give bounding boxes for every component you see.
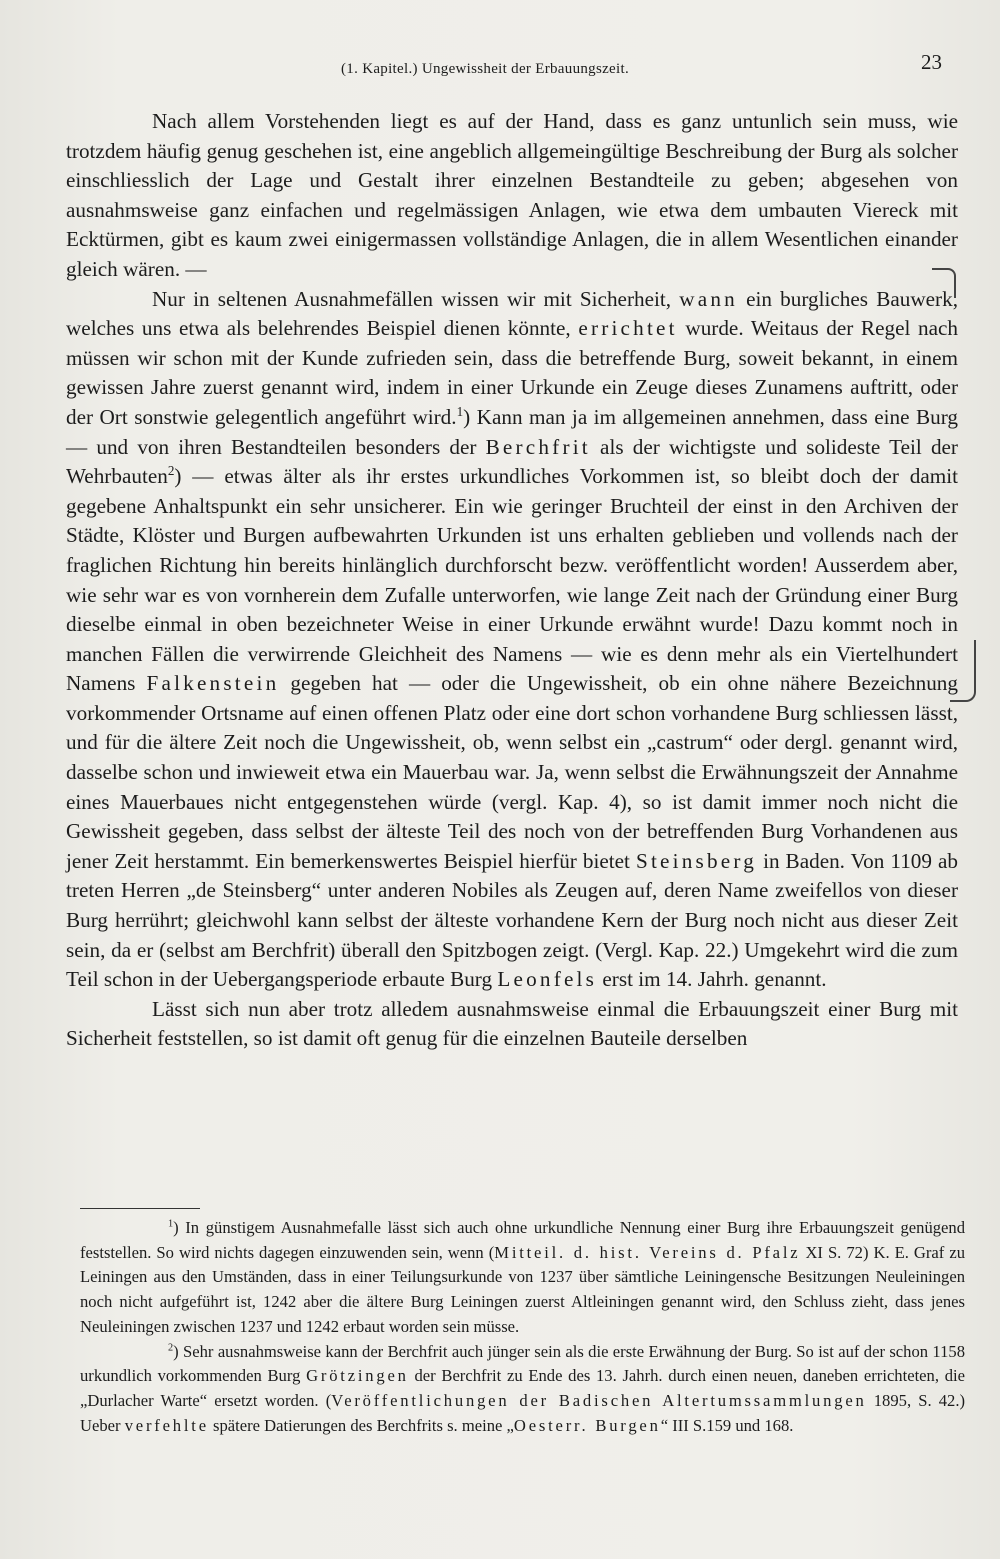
footnotes	[80, 1216, 965, 1438]
text-run: gegeben hat — oder die Ungewissheit, ob ein ohne nähere Bezeichnung vorkommender Ortsname auf einen offenen Platz oder eine dort schon vorhandene Burg schliessen lässt, und für die ältere Zeit noch die Ungewissheit, ob, wenn selbst ein „castrum“ oder dergl. genannt wird, dasselbe schon und inwieweit etwa ein Mauerbau war. Ja, wenn selbst die Erwähnungszeit der Annahme eines Mauerbaues nicht entgegenstehen würde (vergl. Kap. 4), so ist damit immer noch nicht die Gewissheit gegeben, dass selbst der älteste Teil des noch von der betreffenden Burg Vorhandenen aus jener Zeit herstammt. Ein bemerkenswertes Beispiel hierfür bietet	[66, 671, 958, 873]
footnote-divider	[80, 1208, 200, 1209]
text-run: ) In günstigem Ausnahmefalle lässt sich auch ohne urkundliche Nennung einer Burg ihre Erbauungszeit genügend feststellen. So wird nichts dagegen einzuwenden sein, wenn (	[80, 1218, 965, 1262]
emphasis-errichtet: errichtet	[578, 316, 678, 341]
text-run: Nur in seltenen Ausnahmefällen wissen wir mit Sicherheit,	[152, 286, 672, 311]
text-run: der Berchfrit zu Ende des 13. Jahrh. durch einen neuen, daneben errichteten, die „Durlacher Warte“ ersetzt worden. (	[80, 1366, 965, 1410]
body-text	[66, 107, 958, 1054]
emphasis-groetzingen: Grötzingen	[306, 1366, 409, 1386]
emphasis-falkenstein: Falkenstein	[146, 671, 280, 696]
paragraph-2	[66, 285, 958, 995]
text-run: ) Sehr ausnahmsweise kann der Berchfrit auch jünger sein als die erste Erwähnung der Burg. So ist auf der schon 1158 urkundlich vorkommenden Burg	[80, 1341, 965, 1386]
footnote-1	[80, 1216, 965, 1340]
emphasis-verfehlte: verfehlte	[124, 1415, 209, 1435]
text-run: ) — etwas älter als ihr erstes urkundliches Vorkommen ist, so bleibt doch der damit gegebene Anhaltspunkt ein sehr unsicherer. Ein wie geringer Bruchteil der einst in den Archiven der Städte, Klöster und Burgen aufbewahrten Urkunden ist uns erhalten geblieben und vollends nach der fraglichen Richtung hin bereits hinlänglich durchforscht bezw. veröffentlicht worden! Ausserdem aber, wie sehr war es von vornherein dem Zufalle unterworfen, wie lange Zeit nach der Gründung einer Burg dieselbe einmal in oben bezeichneter Weise in einer Urkunde erwähnt wurde! Dazu kommt noch in manchen Fällen die verwirrende Gleichheit des Namens — wie es denn mehr als ein Viertelhundert Namens	[66, 464, 958, 696]
emphasis-mitteil: Mitteil. d. hist. Vereins d. Pfalz	[494, 1242, 801, 1262]
footnote-number-2: 2	[168, 1341, 174, 1353]
text-run: in Baden. Von 1109 ab treten Herren „de Steinsberg“ unter anderen Nobiles als Zeugen auf, deren Name zweifellos von dieser Burg herrührt; gleichwohl kann selbst der älteste vorhandene Kern der Burg noch nicht aus dieser Zeit sein, da er (selbst am Berchfrit) überall den Spitzbogen zeigt. (Vergl. Kap. 22.) Umgekehrt wird die zum Teil schon in der Uebergangsperiode erbaute Burg	[66, 848, 958, 992]
footnote-ref-2: 2	[167, 463, 175, 479]
footnote-ref-1: 1	[456, 403, 464, 419]
text-run: 1895, S. 42.) Ueber	[80, 1390, 965, 1435]
running-head	[0, 50, 1000, 82]
text-run: ein burgliches Bauwerk, welches uns etwa als belehrendes Beispiel dienen könnte,	[66, 286, 958, 341]
emphasis-veroeffentlichungen: Veröffentlichungen der Badischen Altertumssammlungen	[331, 1390, 867, 1410]
text-run: XI S. 72) K. E. Graf zu Leiningen aus den Umständen, dass in einer Teilungsurkunde von 1237 über sämtliche Leiningensche Besitzungen Neuleiningen noch nicht aufgeführt ist, 1242 aber die ältere Burg Leiningen zuerst Altleiningen genannt wird, den Schluss zieht, dass jenes Neuleiningen zwischen 1237 und 1242 erbaut worden sein müsse.	[80, 1242, 965, 1336]
pencil-mark-bottom	[950, 640, 976, 702]
text-run: als der wichtigste und solideste Teil der Wehrbauten	[66, 434, 958, 489]
text-run: ) Kann man ja im allgemeinen annehmen, dass eine Burg — und von ihren Bestandteilen besonders der	[66, 404, 958, 459]
chapter-heading: (1. Kapitel.) Ungewissheit der Erbauungszeit.	[341, 61, 630, 77]
emphasis-oesterr-burgen: Oesterr. Burgen	[513, 1415, 661, 1435]
emphasis-steinsberg: Steinsberg	[635, 848, 758, 873]
footnote-2	[80, 1340, 965, 1439]
paragraph-1: Nach allem Vorstehenden liegt es auf der Hand, dass es ganz untunlich sein muss, wie trotzdem häufig genug geschehen ist, eine angeblich allgemeingültige Beschreibung der Burg als solcher einschliesslich der Lage und Gestalt ihrer einzelnen Bestandteile zu geben; abgesehen von ausnahmsweise ganz einfachen und regelmässigen Anlagen, wie etwa dem umbauten Viereck mit Ecktürmen, gibt es kaum zwei einigermassen vollständige Anlagen, die in allem Wesentlichen einander gleich wären. —	[66, 109, 958, 281]
page-number: 23	[921, 50, 942, 74]
text-run: spätere Datierungen des Berchfrits s. meine „	[213, 1415, 514, 1435]
text-run: wurde. Weitaus der Regel nach müssen wir schon mit der Kunde zufrieden sein, dass die betreffende Burg, soweit bekannt, in einem gewissen Jahre zuerst genannt wird, indem in einer Urkunde ein Zeuge dieses Zunamens auftritt, oder der Ort sonstwie gelegentlich angeführt wird.	[66, 316, 958, 429]
emphasis-wann: wann	[679, 286, 738, 311]
pencil-mark-top	[932, 268, 956, 298]
emphasis-berchfrit: Berchfrit	[485, 434, 591, 459]
text-run: erst im 14. Jahrh. genannt.	[602, 967, 827, 992]
paragraph-3: Lässt sich nun aber trotz alledem ausnahmsweise einmal die Erbauungszeit einer Burg mit Sicherheit feststellen, so ist damit oft genug für die einzelnen Bauteile derselben	[66, 996, 958, 1051]
footnote-number-1: 1	[168, 1218, 174, 1230]
text-run: “ III S.159 und 168.	[660, 1415, 794, 1435]
emphasis-leonfels: Leonfels	[497, 967, 598, 992]
